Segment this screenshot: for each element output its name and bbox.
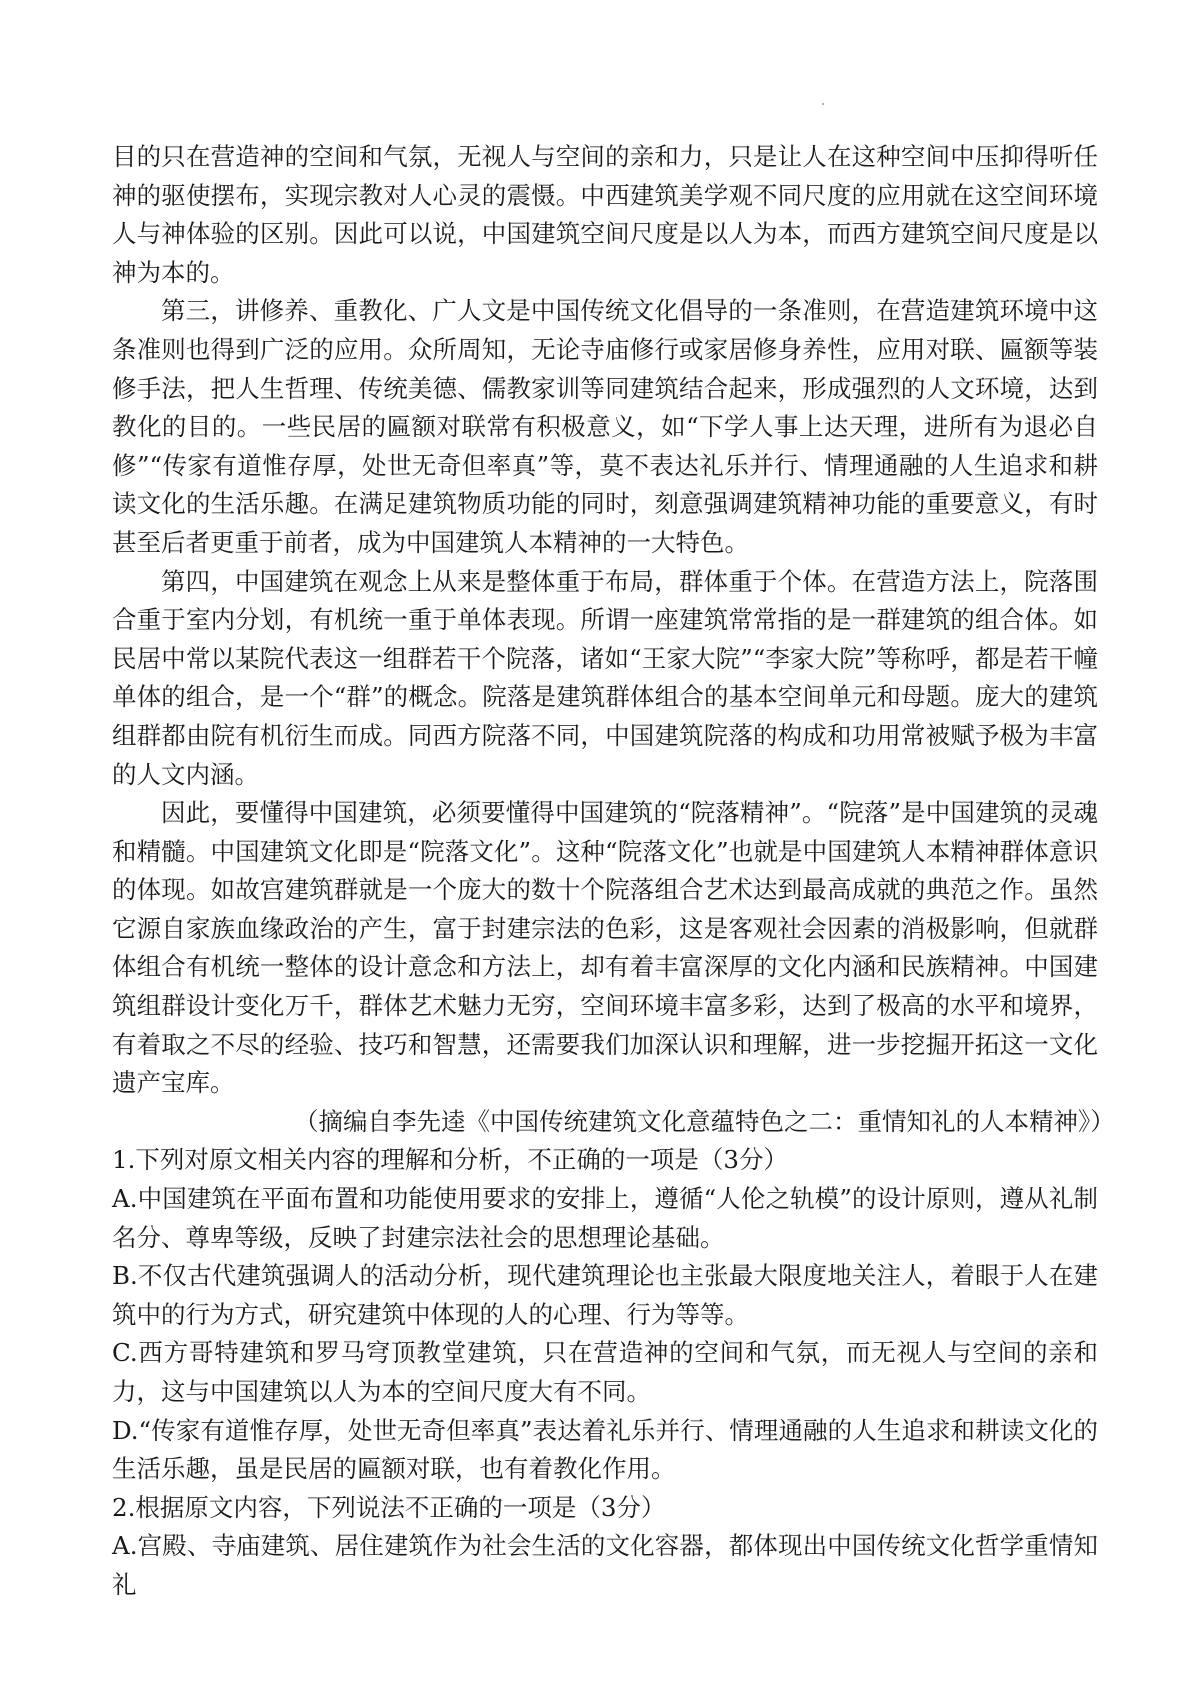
question-1 xyxy=(112,1141,1098,1488)
question-1-option-c: C.西方哥特建筑和罗马穹顶教堂建筑，只在营造神的空间和气氛，而无视人与空间的亲和力，这与中国建筑以人为本的空间尺度大有不同。 xyxy=(112,1338,1098,1406)
passage-source-citation: （摘编自李先逵《中国传统建筑文化意蕴特色之二：重情知礼的人本精神》） xyxy=(294,1106,1115,1136)
passage-paragraph-conclusion: 因此，要懂得中国建筑，必须要懂得中国建筑的“院落精神”。“院落”是中国建筑的灵魂和精髓。中国建筑文化即是“院落文化”。这种“院落文化”也就是中国建筑人本精神群体意识的体现。如故宫建筑群就是一个庞大的数十个院落组合艺术达到最高成就的典范之作。虽然它源自家族血缘政治的产生，富于封建宗法的色彩，这是客观社会因素的消极影响，但就群体组合有机统一整体的设计意念和方法上，却有着丰富深厚的文化内涵和民族精神。中国建筑组群设计变化万千，群体艺术魅力无穷，空间环境丰富多彩，达到了极高的水平和境界，有着取之不尽的经验、技巧和智慧，还需要我们加深认识和理解，进一步挖掘开拓这一文化遗产宝库。 xyxy=(112,798,1098,1098)
question-2-stem: 2.根据原文内容，下列说法不正确的一项是（3分） xyxy=(112,1492,666,1522)
question-1-option-a: A.中国建筑在平面布置和功能使用要求的安排上，遵循“人伦之轨模”的设计原则，遵从礼制名分、尊卑等级，反映了封建宗法社会的思想理论基础。 xyxy=(112,1184,1098,1252)
exam-page-body xyxy=(112,138,1115,1605)
question-2-option-a: A.宫殿、寺庙建筑、居住建筑作为社会生活的文化容器，都体现出中国传统文化哲学重情知礼 xyxy=(112,1531,1098,1599)
passage-paragraph-third-point: 第三，讲修养、重教化、广人文是中国传统文化倡导的一条准则，在营造建筑环境中这条准则也得到广泛的应用。众所周知，无论寺庙修行或家居修身养性，应用对联、匾额等装修手法，把人生哲理、传统美德、儒教家训等同建筑结合起来，形成强烈的人文环境，达到教化的目的。一些民居的匾额对联常有积极意义，如“下学人事上达天理，进所有为退必自修”“传家有道惟存厚，处世无奇但率真”等，莫不表达礼乐并行、情理通融的人生追求和耕读文化的生活乐趣。在满足建筑物质功能的同时，刻意强调建筑精神功能的重要意义，有时甚至后者更重于前者，成为中国建筑人本精神的一大特色。 xyxy=(112,296,1098,557)
passage-paragraph-continued: 目的只在营造神的空间和气氛，无视人与空间的亲和力，只是让人在这种空间中压抑得听任神的驱使摆布，实现宗教对人心灵的震慑。中西建筑美学观不同尺度的应用就在这空间环境人与神体验的区别。因此可以说，中国建筑空间尺度是以人为本，而西方建筑空间尺度是以神为本的。 xyxy=(112,142,1098,287)
question-1-option-b: B.不仅古代建筑强调人的活动分析，现代建筑理论也主张最大限度地关注人，着眼于人在建筑中的行为方式，研究建筑中体现的人的心理、行为等等。 xyxy=(112,1261,1098,1329)
question-2 xyxy=(112,1489,1098,1605)
passage-paragraph-fourth-point: 第四，中国建筑在观念上从来是整体重于布局，群体重于个体。在营造方法上，院落围合重于室内分划，有机统一重于单体表现。所谓一座建筑常常指的是一群建筑的组合体。如民居中常以某院代表这一组群若干个院落，诸如“王家大院”“李家大院”等称呼，都是若干幢单体的组合，是一个“群”的概念。院落是建筑群体组合的基本空间单元和母题。庞大的建筑组群都由院有机衍生而成。同西方院落不同，中国建筑院落的构成和功用常被赋予极为丰富的人文内涵。 xyxy=(112,566,1098,789)
question-1-option-d: D.“传家有道惟存厚，处世无奇但率真”表达着礼乐并行、情理通融的人生追求和耕读文化的生活乐趣，虽是民居的匾额对联，也有着教化作用。 xyxy=(112,1415,1098,1484)
scan-speck-top xyxy=(822,103,824,105)
question-1-stem: 1.下列对原文相关内容的理解和分析，不正确的一项是（3分） xyxy=(112,1145,788,1175)
